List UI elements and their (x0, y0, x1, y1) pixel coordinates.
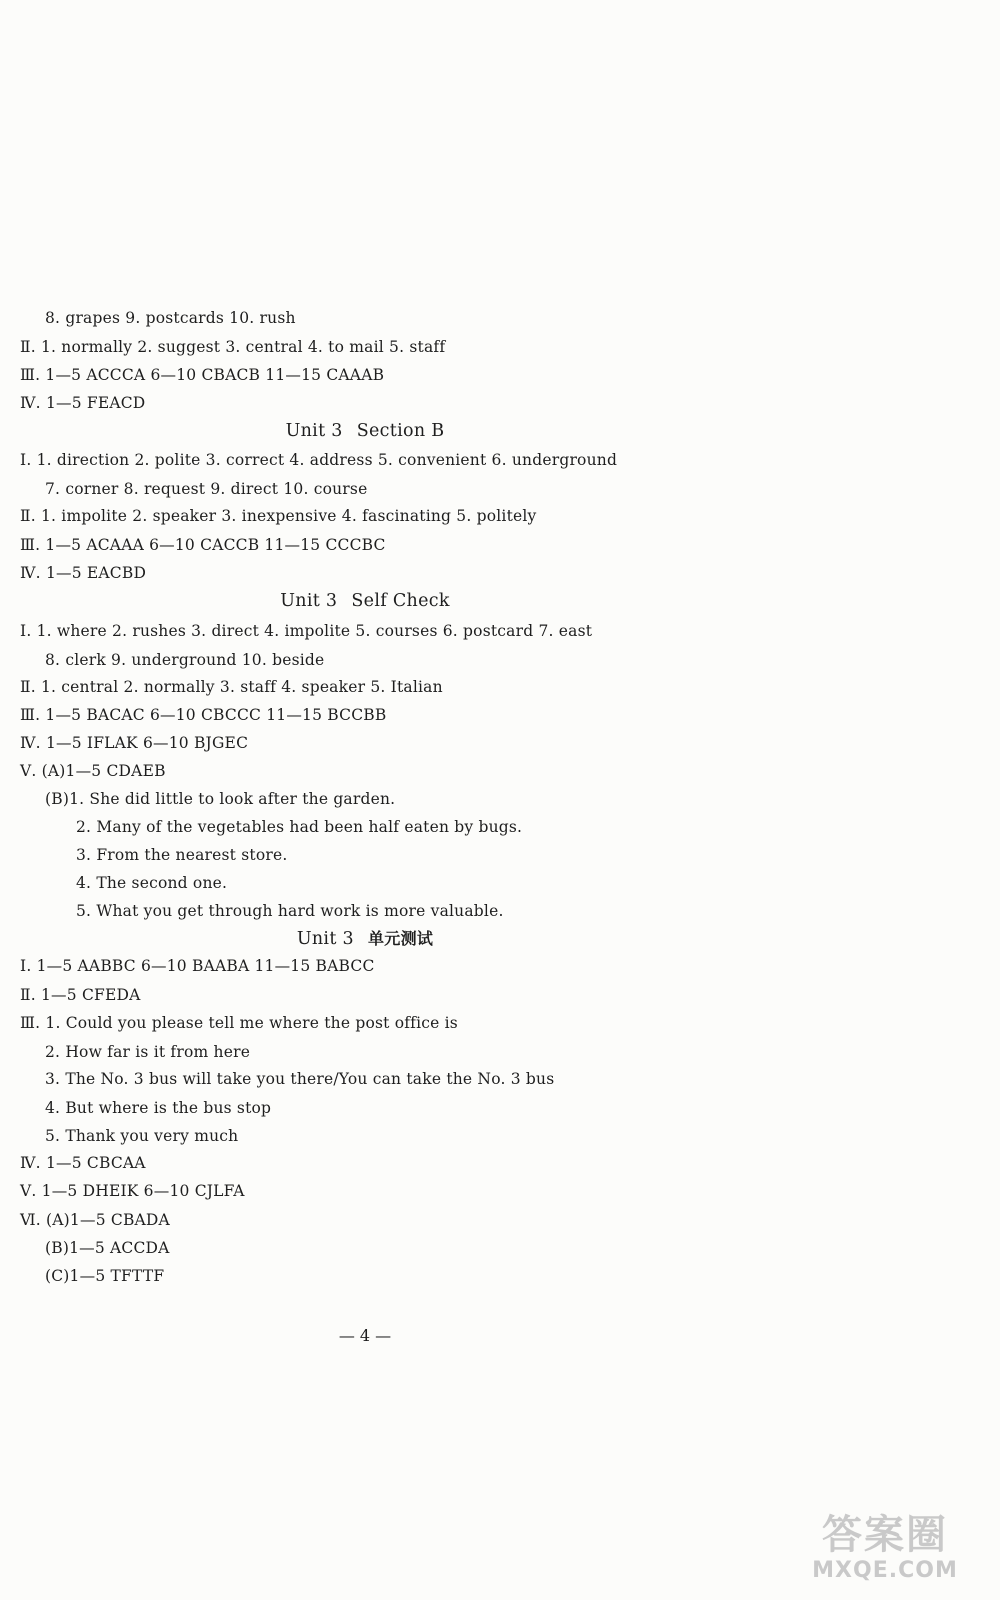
section-heading (0, 420, 730, 442)
heading-unit: Unit 3 (285, 421, 343, 441)
answer-line: Ⅰ. 1—5 AABBC 6—10 BAABA 11—15 BABCC (20, 957, 375, 975)
heading-section: Self Check (351, 591, 450, 611)
answer-line: Ⅱ. 1. normally 2. suggest 3. central 4. to mail 5. staff (20, 338, 446, 356)
heading-unit: Unit 3 (280, 591, 338, 611)
answer-line: Ⅴ. (A)1—5 CDAEB (20, 762, 166, 780)
answer-line: Ⅲ. 1—5 ACAAA 6—10 CACCB 11—15 CCCBC (20, 536, 386, 554)
answer-line: Ⅳ. 1—5 EACBD (20, 564, 147, 582)
answer-line: 3. The No. 3 bus will take you there/You can take the No. 3 bus (45, 1070, 555, 1088)
answer-line: Ⅴ. 1—5 DHEIK 6—10 CJLFA (20, 1182, 245, 1200)
answer-line: 7. corner 8. request 9. direct 10. course (45, 480, 368, 498)
answer-line: Ⅲ. 1—5 ACCCA 6—10 CBACB 11—15 CAAAB (20, 366, 385, 384)
answer-line: Ⅱ. 1—5 CFEDA (20, 986, 141, 1004)
answer-line: (C)1—5 TFTTF (45, 1267, 165, 1285)
answer-line: (B)1. She did little to look after the garden. (45, 790, 396, 808)
heading-section: Section B (356, 421, 445, 441)
section-heading (0, 928, 730, 950)
answer-line: 8. clerk 9. underground 10. beside (45, 651, 325, 669)
answer-line: Ⅳ. 1—5 CBCAA (20, 1154, 146, 1172)
answer-line: 5. What you get through hard work is more valuable. (76, 902, 504, 920)
answer-line: (B)1—5 ACCDA (45, 1239, 170, 1257)
answer-line: Ⅳ. 1—5 IFLAK 6—10 BJGEC (20, 734, 249, 752)
answer-line: Ⅵ. (A)1—5 CBADA (20, 1211, 170, 1229)
answer-line: 8. grapes 9. postcards 10. rush (45, 309, 296, 327)
site-watermark (800, 1512, 970, 1590)
answer-line: Ⅳ. 1—5 FEACD (20, 394, 146, 412)
answer-line: Ⅰ. 1. direction 2. polite 3. correct 4. address 5. convenient 6. underground (20, 451, 618, 469)
answer-line: Ⅲ. 1—5 BACAC 6—10 CBCCC 11—15 BCCBB (20, 706, 387, 724)
answer-line: Ⅱ. 1. central 2. normally 3. staff 4. speaker 5. Italian (20, 678, 443, 696)
answer-line: Ⅱ. 1. impolite 2. speaker 3. inexpensive 4. fascinating 5. politely (20, 507, 537, 525)
answer-line: 2. Many of the vegetables had been half eaten by bugs. (76, 818, 523, 836)
heading-unit: Unit 3 (296, 929, 354, 949)
answer-line: 2. How far is it from here (45, 1043, 251, 1061)
answer-line: 4. But where is the bus stop (45, 1099, 272, 1117)
heading-section: 单元测试 (367, 929, 434, 948)
section-heading (0, 590, 730, 612)
answer-line: 5. Thank you very much (45, 1127, 239, 1145)
answer-line: 4. The second one. (76, 874, 228, 892)
answer-line: Ⅲ. 1. Could you please tell me where the post office is (20, 1014, 458, 1032)
page-number: — 4 — (338, 1326, 392, 1345)
answer-line: 3. From the nearest store. (76, 846, 288, 864)
watermark-logo-text: 答案圈 (822, 1512, 948, 1558)
watermark-url: MXQE.COM (812, 1558, 958, 1583)
answer-line: Ⅰ. 1. where 2. rushes 3. direct 4. impolite 5. courses 6. postcard 7. east (20, 622, 593, 640)
